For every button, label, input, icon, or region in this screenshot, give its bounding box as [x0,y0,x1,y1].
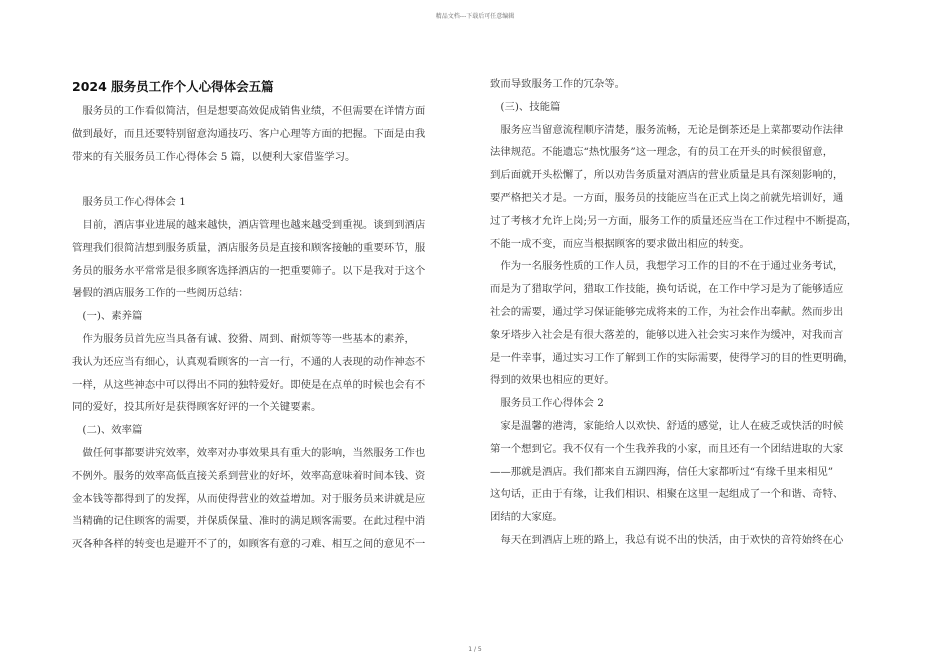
text-line: 当精确的记住顾客的需要，并保质保量、准时的满足顾客需要。在此过程中消 [72,515,426,528]
text-line: 暑假的酒店服务工作的一些阅历总结： [72,287,249,300]
text-line [72,168,457,191]
text-line: 不能一成不变，而应当根据顾客的要求做出相应的转变。 [490,237,750,250]
text-line: 做任何事都要讲究效率，效率对办事效果具有重大的影响，当然服务工作也 [72,446,426,459]
text-line: 不例外。服务的效率高低直接关系到营业的好坏，效率高意味着时间本钱、资 [72,469,426,482]
text-line: 这句话，正由于有缘，让我们相识、相聚在这里一起组成了一个和谐、奇特、 [490,488,844,501]
text-line: 做到最好，而且还要特别留意沟通技巧、客户心理等方面的把握。下面是由我 [72,127,426,140]
text-line: 法律规范。不能遗忘“热忱服务”这一理念，有的员工在开头的时候很留意， [490,146,834,159]
text-line: 是一件幸事，通过实习工作了解到工作的实际需要，使得学习的目的性更明确， [490,351,854,364]
text-line: 作为服务员首先应当具备有诚、狡猾、周到、耐烦等等一些基本的素养， [72,332,415,345]
document-title: 2024 服务员工作个人心得体会五篇 [72,79,274,94]
text-line: 第一个想到它。我不仅有一个生我养我的小家，而且还有一个团结进取的大家 [490,442,844,455]
text-line: 我认为还应当有细心，认真观看顾客的一言一行，不通的人表现的动作神态不 [72,355,426,368]
text-line: 家是温馨的港湾，家能给人以欢快、舒适的感觉，让人在疲乏或快活的时候 [490,419,844,432]
text-line: 灭各种各样的转变也是避开不了的，如顾客有意的刁难、相互之间的意见不一 [72,538,426,551]
text-line: 致而导致服务工作的冗杂等。 [490,78,626,90]
text-line: 服务员的工作看似简洁，但是想要高效促成销售业绩，不但需要在详情方面 [72,105,426,117]
text-line: 作为一名服务性质的工作人员，我想学习工作的目的不在于通过业务考试， [490,260,844,273]
text-line: 服务员工作心得体会 2 [490,397,604,410]
text-line: 一样，从这些神态中可以得出不同的独特爱好。即使是在点单的时候也会有不 [72,378,426,391]
text-line: 金本钱等都得到了的发挥，从而使得营业的效益增加。对于服务员来讲就是应 [72,492,426,505]
text-line: 务员的服务水平常常是很多顾客选择酒店的一把重要筛子。以下是我对于这个 [72,264,426,277]
text-line: 得到的效果也相应的更好。 [490,374,615,387]
text-line: 过了考核才允许上岗;另一方面，服务工作的质量还应当在工作过程中不断提高， [490,214,858,227]
text-line: 同的爱好，投其所好是获得顾客好评的一个关键要素。 [72,401,322,414]
text-line: (一)、素养篇 [72,310,143,323]
text-line: 象牙塔步入社会是有很大落差的，能够以进入社会实习来作为缓冲，对我而言 [490,328,844,341]
right-column [490,73,870,552]
text-line: 带来的有关服务员工作心得体会 5 篇，以便利大家借鉴学习。 [72,150,356,163]
text-line: 而是为了猎取学问，猎取工作技能，换句话说，在工作中学习是为了能够适应 [490,283,844,296]
text-line: 服务应当留意流程顺序清楚，服务流畅，无论是倒茶还是上菜都要动作法律 [490,123,844,136]
text-line: 管理我们很简洁想到服务质量，酒店服务员是直接和顾客接触的重要环节，服 [72,241,426,254]
text-line: 团结的大家庭。 [490,511,563,524]
text-line: 社会的需要，通过学习保证能够完成将来的工作，为社会作出奉献。然而步出 [490,305,844,318]
page-header: 精品文档---下载后可任意编辑 [435,13,515,20]
text-line: 目前，酒店事业进展的越来越快，酒店管理也越来越受到重视。谈到到酒店 [72,218,426,231]
left-column [72,100,457,556]
text-line: 到后面就开头松懈了，所以劝告务质量对酒店的营业质量是具有深刻影响的， [490,169,844,182]
text-line: 要严格把关才是。一方面，服务员的技能应当在正式上岗之前就先培训好，通 [490,191,844,204]
text-line: ——那就是酒店。我们都来自五湖四海，信任大家都听过“有缘千里来相见” [490,465,834,478]
page-number: 1 / 5 [468,646,482,653]
text-line: 服务员工作心得体会 1 [72,196,186,209]
text-line: 每天在到酒店上班的路上，我总有说不出的快活，由于欢快的音符始终在心 [490,533,844,546]
text-line: (三)、技能篇 [490,100,561,113]
text-line: (二)、效率篇 [72,424,143,437]
